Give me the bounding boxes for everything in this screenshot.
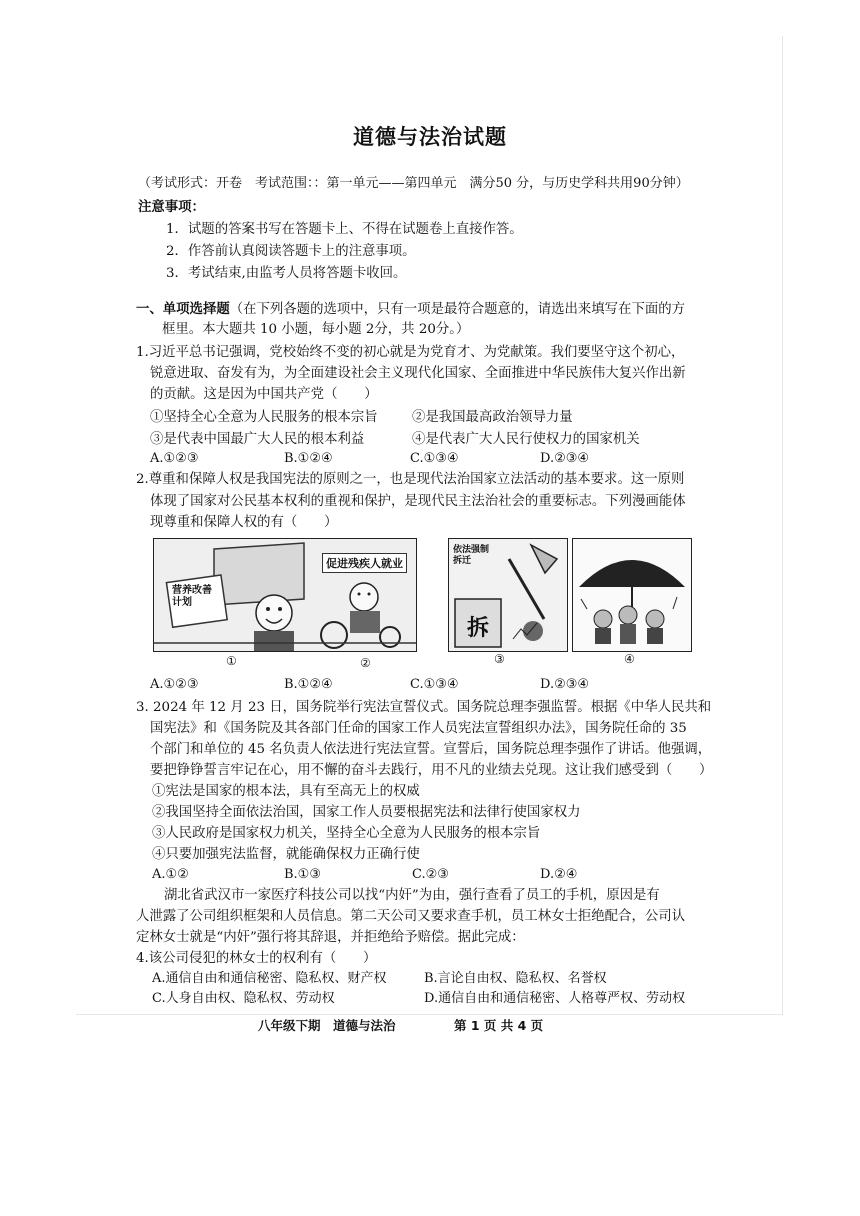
section-heading: 一、单项选择题: [136, 302, 230, 317]
notice-item: 1．试题的答案书写在答题卡上、不得在试题卷上直接作答。: [166, 222, 523, 237]
q1-option-c: C.①③④: [410, 451, 459, 466]
notice-heading: 注意事项：: [138, 200, 205, 215]
q2-option-c: C.①③④: [410, 677, 459, 692]
q3-statement: ④只要加强宪法监督，就能确保权力正确行使: [152, 847, 420, 862]
q4-stem: 4.该公司侵犯的林女士的权利有（ ）: [136, 951, 377, 966]
cartoon-illustration: [573, 539, 691, 651]
q4-option-c: C.人身自由权、隐私权、劳动权: [152, 991, 335, 1006]
q3-option-a: A.①②: [152, 867, 189, 882]
material-line: 定林女士就是“内奸”强行将其辞退，并拒绝给予赔偿。据此完成：: [136, 930, 525, 945]
q1-option-d: D.②③④: [540, 451, 590, 466]
q2-option-d: D.②③④: [540, 677, 590, 692]
cartoon3-sign: 依法强制拆迁: [453, 545, 490, 566]
footer-subject: 八年级下期 道德与法治: [258, 1018, 396, 1033]
q2-stem-line: 体现了国家对公民基本权利的重视和保护，是现代民主法治社会的重要标志。下列漫画能体: [150, 494, 686, 509]
q3-stem-line: 个部门和单位的 45 名负责人依法进行宪法宣誓。宣誓后，国务院总理李强作了讲话。他强调，: [150, 742, 712, 757]
q4-option-d: D.通信自由和通信秘密、人格尊严权、劳动权: [424, 991, 686, 1006]
q1-option-b: B.①②④: [284, 451, 333, 466]
q3-statement: ②我国坚持全面依法治国，国家工作人员要根据宪法和法律行使国家权力: [152, 805, 581, 820]
q2-stem-line: 2.尊重和保障人权是我国宪法的原则之一，也是现代法治国家立法活动的基本要求。这一原则: [136, 472, 685, 487]
q1-statement-4: ④是代表广大人民行使权力的国家机关: [412, 432, 640, 447]
page-title: 道德与法治试题: [353, 125, 507, 149]
cartoon-3: [448, 538, 568, 652]
section-intro-cont: 框里。本大题共 10 小题，每小题 2分，共 20分。）: [162, 322, 470, 337]
exam-info: （考试形式：开卷 考试范围：：第一单元——第四单元 满分50 分，与历史学科共用90分钟）: [138, 176, 689, 191]
material-line: 人泄露了公司组织框架和人员信息。第二天公司又要求查手机，员工林女士拒绝配合，公司认: [136, 909, 686, 924]
q2-option-b: B.①②④: [284, 677, 333, 692]
section-intro: （在下列各题的选项中，只有一项是最符合题意的，请选出来填写在下面的方: [229, 302, 686, 317]
cartoon2-sign: 促进残疾人就业: [322, 553, 407, 573]
cartoon3-char: 拆: [467, 615, 490, 641]
q1-option-a: A.①②③: [150, 451, 199, 466]
q1-stem-line: 锐意进取、奋发有为，为全面建设社会主义现代化国家、全面推进中华民族伟大复兴作出新: [150, 366, 686, 381]
q3-option-b: B.①③: [284, 867, 321, 882]
cartoon-caption: ①: [226, 654, 237, 668]
q2-stem-line: 现尊重和保障人权的有（ ）: [150, 515, 338, 530]
q3-statement: ③人民政府是国家权力机关，坚持全心全意为人民服务的根本宗旨: [152, 826, 541, 841]
q1-stem-line: 的贡献。这是因为中国共产党（ ）: [150, 387, 378, 402]
section-heading-line: [136, 300, 685, 319]
q1-stem-line: 1.习近平总书记强调，党校始终不变的初心就是为党育才、为党献策。我们要坚守这个初心，: [136, 345, 685, 360]
cartoon-caption: ②: [360, 656, 371, 670]
q3-option-c: C.②③: [412, 867, 449, 882]
cartoon-caption: ③: [494, 652, 505, 666]
q3-stem-line: 国宪法》和《国务院及其各部门任命的国家工作人员宪法宣誓组织办法》，国务院任命的 35: [150, 721, 687, 736]
footer-page-number: 第 1 页 共 4 页: [454, 1018, 544, 1033]
q3-option-d: D.②④: [540, 867, 578, 882]
q1-statement-1: ①坚持全心全意为人民服务的根本宗旨: [150, 410, 378, 425]
q2-option-a: A.①②③: [150, 677, 199, 692]
cartoon-caption: ④: [624, 652, 635, 666]
cartoon-1-2: [153, 538, 417, 652]
q1-statement-3: ③是代表中国最广大人民的根本利益: [150, 432, 365, 447]
notice-item: 2．作答前认真阅读答题卡上的注意事项。: [166, 244, 416, 259]
q3-stem-line: 要把铮铮誓言牢记在心，用不懈的奋斗去践行，用不凡的业绩去兑现。这让我们感受到（ ）: [150, 763, 713, 778]
q4-option-a: A.通信自由和通信秘密、隐私权、财产权: [152, 971, 387, 986]
q1-statement-2: ②是我国最高政治领导力量: [412, 410, 573, 425]
notice-item: 3．考试结束,由监考人员将答题卡收回。: [166, 266, 407, 281]
cartoon-4: [572, 538, 692, 652]
q4-option-b: B.言论自由权、隐私权、名誉权: [424, 971, 607, 986]
q3-statement: ①宪法是国家的根本法，具有至高无上的权威: [152, 784, 420, 799]
material-line: 湖北省武汉市一家医疗科技公司以找“内奸”为由，强行查看了员工的手机，原因是有: [164, 888, 660, 903]
cartoon1-sign: 营养改善计划: [172, 585, 212, 608]
q3-stem-line: 3. 2024 年 12 月 23 日，国务院举行宪法宣誓仪式。国务院总理李强监誓。根据《中华人民共和: [136, 700, 712, 715]
